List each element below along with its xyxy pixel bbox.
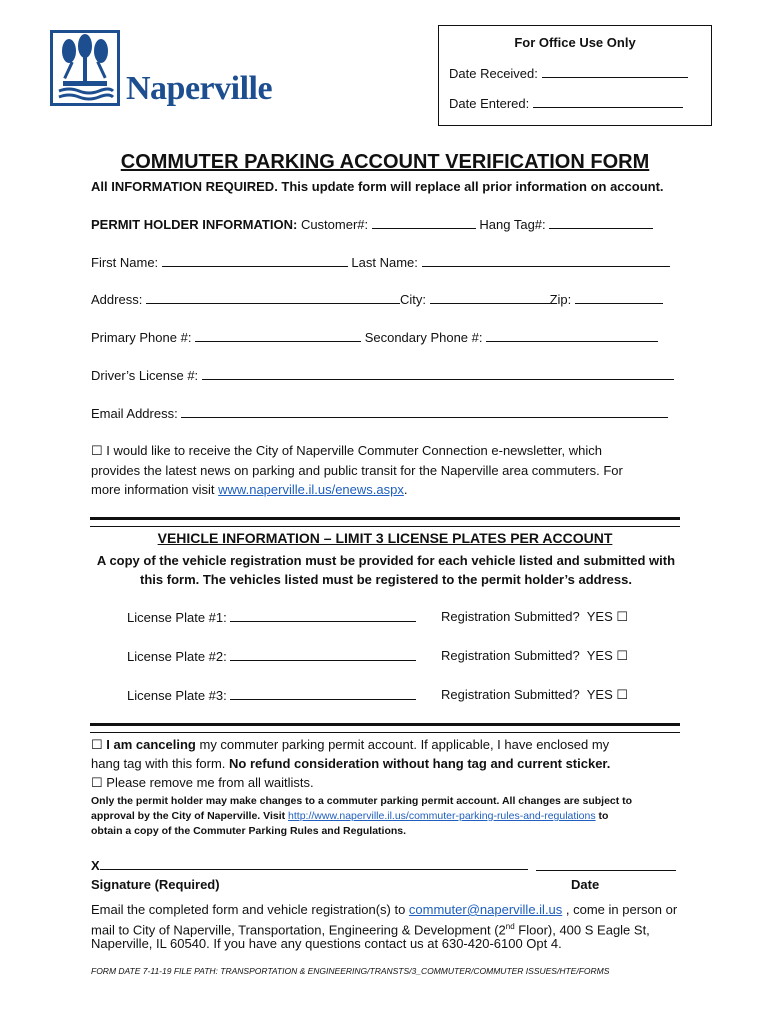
contact-text-2: mail to City of Naperville, Transportation, Engineering & Development (2 [91,922,506,938]
newsletter-line-1 [91,443,602,459]
address-row [91,291,663,308]
address-label: Address: [91,292,143,307]
date-entered-field[interactable] [533,95,683,108]
license-plate-field[interactable] [230,609,416,622]
contact-text-2-suffix: Floor), 400 S Eagle St, [514,922,650,938]
vehicle-note [90,551,682,589]
rules-link[interactable]: http://www.naperville.il.us/commuter-parking-rules-and-regulations [288,810,596,822]
floor-superscript: nd [505,922,515,931]
name-row [91,254,670,271]
logo-wordmark: Naperville [126,70,273,107]
zip-label: Zip: [549,292,572,307]
commuter-email-link[interactable]: commuter@naperville.il.us [408,902,563,917]
license-plate-row-3 [127,687,416,704]
newsletter-line-3 [91,482,407,498]
license-plate-label: License Plate #2: [127,649,227,664]
rules-line-2 [91,809,608,824]
office-use-box [438,25,712,126]
date-field[interactable] [536,870,676,871]
last-name-field[interactable] [422,254,670,267]
waitlist-text: Please remove me from all waitlists. [106,775,314,790]
signature-field[interactable] [100,857,528,870]
email-label: Email Address: [91,406,178,421]
form-title: COMMUTER PARKING ACCOUNT VERIFICATION FORM [120,151,650,173]
signature-x-mark: X [91,858,100,873]
registration-row-2 [441,648,628,664]
email-row [91,405,668,422]
newsletter-period: . [403,482,408,497]
license-plate-row-1 [127,609,416,626]
hang-tag-field[interactable] [549,216,653,229]
newsletter-text-3: more information visit [91,482,219,497]
permit-holder-section-label: PERMIT HOLDER INFORMATION: [91,217,298,232]
license-plate-label: License Plate #3: [127,688,227,703]
customer-row [91,216,653,233]
date-received-label: Date Received: [449,66,538,81]
registration-row-1 [441,609,628,625]
registration-checkbox[interactable]: ☐ [616,609,629,624]
refund-warning: No refund consideration without hang tag and current sticker. [229,756,611,771]
yes-label: YES [586,687,613,702]
registration-label: Registration Submitted? [441,648,580,663]
drivers-license-field[interactable] [202,367,674,380]
signature-row [91,857,528,874]
office-use-title: For Office Use Only [514,35,636,50]
registration-checkbox[interactable]: ☐ [616,687,629,702]
tree-emblem-icon [50,30,120,106]
rules-text: approval by the City of Naperville. Visit [91,810,289,822]
registration-label: Registration Submitted? [441,609,580,624]
newsletter-checkbox[interactable]: ☐ [91,443,103,458]
license-plate-field[interactable] [230,648,416,661]
vehicle-section-title: VEHICLE INFORMATION – LIMIT 3 LICENSE PLATES PER ACCOUNT [157,530,613,546]
cancel-text-2: hang tag with this form. [91,756,230,771]
phone-row [91,329,658,346]
form-subtitle: All INFORMATION REQUIRED. This update form will replace all prior information on account. [91,179,664,194]
contact-line-3: Naperville, IL 60540. If you have any questions contact us at 630-420-6100 Opt 4. [91,936,562,951]
section-divider [90,723,680,733]
drivers-license-row [91,367,674,384]
address-field[interactable] [146,291,400,304]
section-divider [90,517,680,527]
registration-label: Registration Submitted? [441,687,580,702]
date-entered-label: Date Entered: [449,96,530,111]
license-plate-field[interactable] [230,687,416,700]
rules-line-1: Only the permit holder may make changes to a commuter parking permit account. All changes are subject to [91,795,633,807]
customer-number-field[interactable] [372,216,476,229]
waitlist-checkbox[interactable]: ☐ [91,775,103,790]
city-field[interactable] [430,291,550,304]
license-plate-row-2 [127,648,416,665]
license-plate-label: License Plate #1: [127,610,227,625]
drivers-license-label: Driver’s License #: [91,368,199,383]
email-field[interactable] [181,405,668,418]
primary-phone-label: Primary Phone #: [91,330,192,345]
first-name-field[interactable] [162,254,348,267]
vehicle-note-line-2: this form. The vehicles listed must be registered to the permit holder’s address. [140,572,632,587]
secondary-phone-label: Secondary Phone #: [364,330,483,345]
signature-label: Signature (Required) [91,877,220,892]
waitlist-row [91,775,314,791]
yes-label: YES [586,648,613,663]
registration-row-3 [441,687,628,703]
hang-tag-label: Hang Tag#: [479,217,546,232]
primary-phone-field[interactable] [195,329,361,342]
newsletter-text-2: provides the latest news on parking and public transit for the Naperville area commuters. For [91,463,623,478]
first-name-label: First Name: [91,255,159,270]
cancel-line-1 [91,737,609,753]
date-received-field[interactable] [542,65,688,78]
contact-text: Email the completed form and vehicle registration(s) to [91,902,409,917]
cancel-text: my commuter parking permit account. If applicable, I have enclosed my [195,737,610,752]
form-footer: FORM DATE 7-11-19 FILE PATH: TRANSPORTATION & ENGINEERING/TRANSTS/3_COMMUTER/COMMUTER ISSUES/HTE/FORMS [91,966,610,976]
vehicle-note-line-1: A copy of the vehicle registration must be provided for each vehicle listed and submitted with [96,553,676,568]
zip-field[interactable] [575,291,663,304]
contact-text-suffix: , come in person or [562,902,678,917]
date-label: Date [571,877,600,892]
newsletter-text-1: I would like to receive the City of Naperville Commuter Connection e-newsletter, which [106,443,602,458]
rules-line-3: obtain a copy of the Commuter Parking Rules and Regulations. [91,825,407,837]
secondary-phone-field[interactable] [486,329,658,342]
yes-label: YES [586,609,613,624]
rules-text-suffix: to [595,810,609,822]
enews-link[interactable]: www.naperville.il.us/enews.aspx [218,482,404,497]
registration-checkbox[interactable]: ☐ [616,648,629,663]
naperville-logo [50,30,300,114]
city-label: City: [399,292,426,307]
last-name-label: Last Name: [351,255,418,270]
cancel-bold-text: I am canceling [106,737,196,752]
date-entered-row [449,95,683,111]
date-received-row [449,65,688,81]
customer-label: Customer#: [300,217,369,232]
contact-line-1 [91,902,677,918]
cancel-line-2 [91,756,610,772]
cancel-checkbox[interactable]: ☐ [91,737,103,752]
